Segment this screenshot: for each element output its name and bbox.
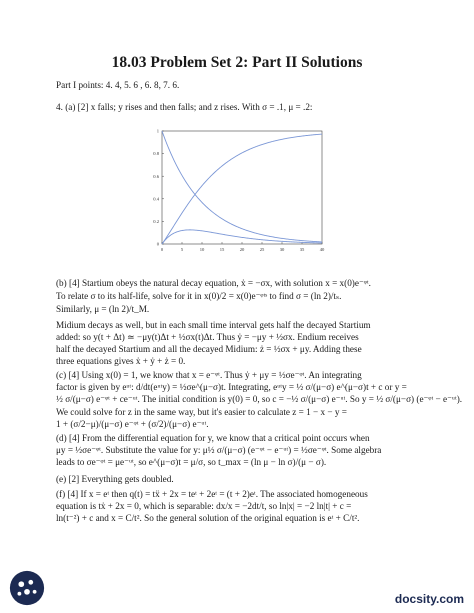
plot-frame (162, 131, 322, 244)
docsity-logo-icon (8, 569, 46, 607)
text-line-b6: half the decayed Startium and all the decayed Midium: ż = ½σx + μy. Adding these (56, 344, 362, 354)
x-tick-label: 5 (180, 247, 184, 252)
text-line-b3: Similarly, μ = (ln 2)/t_M. (56, 304, 150, 314)
x-tick-label: 40 (319, 247, 325, 252)
y-tick-label: 0.8 (153, 151, 159, 157)
text-line-b1: (b) [4] Startium obeys the natural decay equation, ẋ = −σx, with solution x = x(0)e⁻ᵠᵗ. (56, 278, 371, 288)
y-tick-label: 0 (156, 241, 159, 247)
plot-ticks (153, 129, 325, 252)
text-line-f2: equation is tẋ + 2x = 0, which is separable: dx/x = −2dt/t, so ln|x| = −2 ln|t| + c = (56, 501, 352, 511)
curve-x (162, 131, 322, 242)
text-line-p4a: 4. (a) [2] x falls; y rises and then falls; and z rises. With σ = .1, μ = .2: (56, 102, 313, 112)
text-line-c5: 1 + (σ/2−μ)/(μ−σ) e⁻ᵠᵗ + (σ/2)/(μ−σ) e⁻ᵘᵗ. (56, 419, 209, 429)
text-line-f3: ln(t⁻²) + c and x = C/t². So the general solution of the original equation is eᵗ + C/t². (56, 513, 360, 523)
text-line-b7: three equations gives ẋ + ẏ + ż = 0. (56, 356, 186, 366)
text-line-d3: leads to σe⁻ᵠᵗ = μe⁻ᵘᵗ, so e^(μ−σ)t = μ/σ, so t_max = (ln μ − ln σ)/(μ − σ). (56, 457, 327, 467)
x-tick-label: 35 (299, 247, 305, 252)
y-tick-label: 0.2 (153, 219, 159, 224)
page-title: 18.03 Problem Set 2: Part II Solutions (111, 54, 363, 71)
text-line-c2: factor is given by eᵘᵗ: d/dt(eᵘᵗy) = ½σe^(μ−σ)t. Integrating, eᵘᵗy = ½ σ/(μ−σ) e^(μ−σ)t + c or y = (56, 382, 407, 392)
y-tick-label: 0.6 (153, 173, 159, 179)
x-tick-label: 30 (279, 247, 285, 252)
text-line-c3: ½ σ/(μ−σ) e⁻ᵠᵗ + ce⁻ᵘᵗ. The initial condition is y(0) = 0, so c = −½ σ/(μ−σ) e⁻ᵘᵗ. So y = ½ σ/(μ−σ) (e⁻ᵠᵗ − e⁻ᵘᵗ). (56, 394, 463, 404)
text-line-c1: (c) [4] Using x(0) = 1, we know that x = e⁻ᵠᵗ. Thus ẏ + μy = ½σe⁻ᵠᵗ. An integrating (56, 370, 362, 380)
solution-plot (140, 127, 330, 262)
text-line-points: Part I points: 4. 4, 5. 6 , 6. 8, 7. 6. (56, 80, 180, 90)
watermark-text: docsity.com (394, 592, 464, 606)
text-line-c4: We could solve for z in the same way, but it's easier to calculate z = 1 − x − y = (56, 407, 347, 417)
text-line-d1: (d) [4] From the differential equation for y, we know that a critical point occurs when (56, 433, 370, 443)
text-line-b4: Midium decays as well, but in each small time interval gets half the decayed Startium (56, 320, 371, 330)
x-tick-label: 25 (259, 247, 265, 252)
x-tick-label: 0 (160, 247, 164, 252)
curve-y (162, 230, 322, 244)
text-line-e1: (e) [2] Everything gets doubled. (56, 474, 174, 484)
text-line-b2: To relate σ to its half-life, solve for it in x(0)/2 = x(0)e⁻ᵠᵗˢ to find σ = (ln 2)/tₛ. (56, 291, 342, 301)
x-tick-label: 20 (239, 247, 245, 252)
text-line-d2: μy = ½σe⁻ᵠᵗ. Substitute the value for y: μ½ σ/(μ−σ) (e⁻ᵠᵗ − e⁻ᵘᵗ) = ½σe⁻ᵠᵗ. Some algebra (56, 445, 382, 455)
curve-z (162, 134, 322, 244)
text-line-b5: added: so y(t + Δt) ≃ −μy(t)Δt + ½σx(t)Δt. Thus ẏ = −μy + ½σx. Endium receives (56, 332, 359, 342)
x-tick-label: 15 (219, 247, 225, 252)
y-tick-label: 1 (156, 128, 159, 134)
text-line-f1: (f) [4] If x = eᵗ then q(t) = tẍ + 2x = teᵗ + 2eᵗ = (t + 2)eᵗ. The associated homogeneous (56, 489, 368, 499)
x-tick-label: 10 (199, 247, 205, 252)
y-tick-label: 0.4 (153, 196, 159, 202)
